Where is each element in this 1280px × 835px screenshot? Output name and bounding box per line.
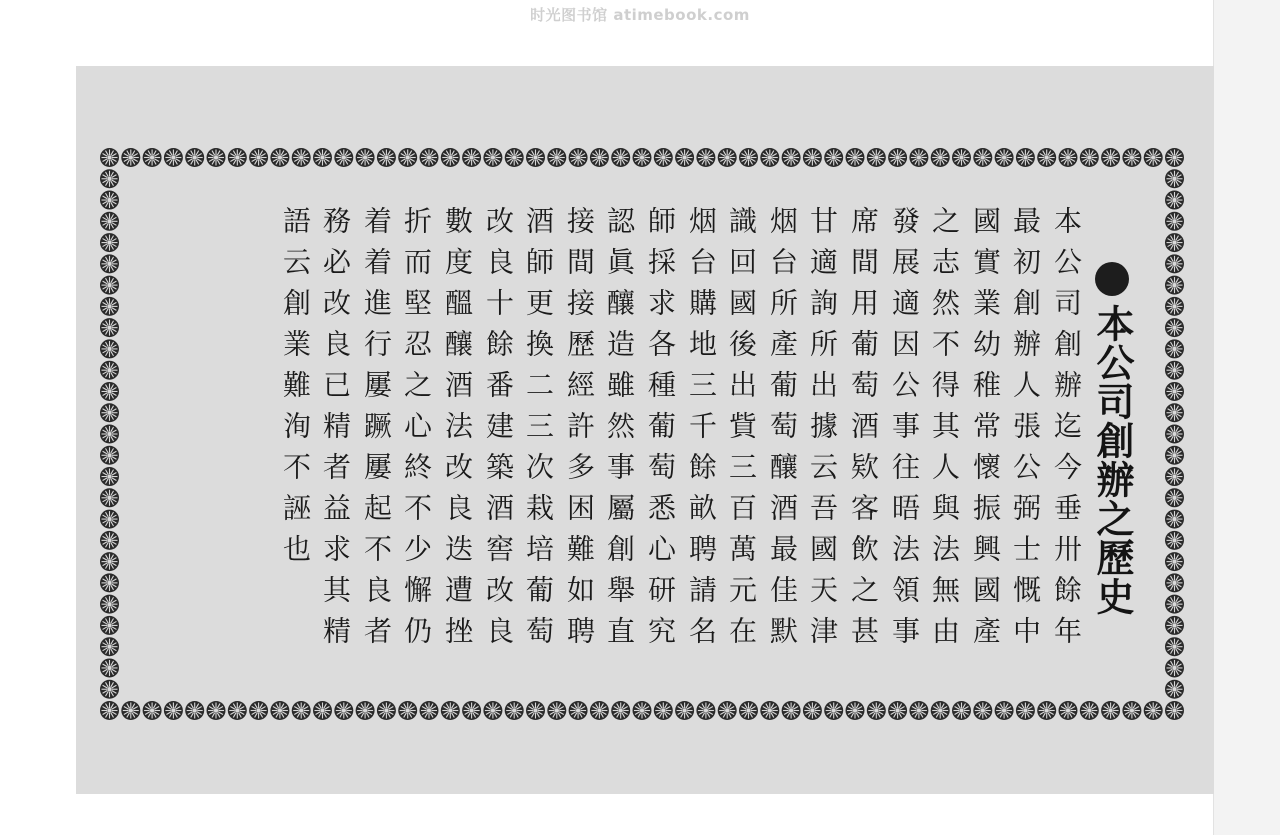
- flower-ornament: [100, 488, 119, 507]
- flower-ornament: [633, 701, 652, 720]
- flower-ornament: [611, 701, 630, 720]
- flower-ornament: [1037, 701, 1056, 720]
- text-column: 改良十餘番建築酒窖改良: [482, 206, 515, 657]
- flower-ornament: [1165, 318, 1184, 337]
- text-column: 甘適詢所出據云吾國天津: [806, 206, 839, 657]
- flower-ornament: [590, 701, 609, 720]
- flower-ornament: [398, 148, 417, 167]
- heading-title: 本公司創辦之歷史: [1090, 304, 1135, 616]
- flower-ornament: [207, 148, 226, 167]
- flower-ornament: [100, 403, 119, 422]
- text-column: 數度醞釀酒法改良迭遭挫: [441, 206, 474, 657]
- flower-ornament: [739, 701, 758, 720]
- flower-ornament: [1165, 191, 1184, 210]
- flower-ornament: [398, 701, 417, 720]
- text-column: 發展適因公事往晤法領事: [888, 206, 921, 657]
- text-column: 務必改良已精者益求其精: [319, 206, 352, 657]
- flower-ornament: [547, 701, 566, 720]
- flower-ornament: [846, 148, 865, 167]
- flower-ornament: [1165, 573, 1184, 592]
- flower-ornament: [228, 148, 247, 167]
- flower-ornament: [846, 701, 865, 720]
- text-column: 語云創業難洵不誣也: [279, 206, 312, 575]
- flower-ornament: [633, 148, 652, 167]
- flower-ornament: [1080, 701, 1099, 720]
- flower-ornament: [483, 148, 502, 167]
- flower-ornament: [867, 701, 886, 720]
- flower-ornament: [1165, 680, 1184, 699]
- flower-ornament: [185, 701, 204, 720]
- flower-ornament: [611, 148, 630, 167]
- flower-ornament: [973, 148, 992, 167]
- flower-ornament: [1144, 148, 1163, 167]
- flower-ornament: [718, 148, 737, 167]
- flower-ornament: [675, 148, 694, 167]
- flower-ornament: [1165, 297, 1184, 316]
- flower-ornament: [143, 701, 162, 720]
- flower-ornament: [292, 701, 311, 720]
- flower-ornament: [100, 361, 119, 380]
- flower-ornament: [1059, 701, 1078, 720]
- flower-ornament: [164, 701, 183, 720]
- flower-ornament: [824, 701, 843, 720]
- flower-ornament: [207, 701, 226, 720]
- flower-ornament: [377, 148, 396, 167]
- flower-ornament: [1165, 169, 1184, 188]
- flower-ornament: [100, 276, 119, 295]
- flower-ornament: [483, 701, 502, 720]
- text-column: 烟台所產葡萄釀酒最佳默: [766, 206, 799, 657]
- flower-ornament: [100, 658, 119, 677]
- flower-ornament: [1165, 254, 1184, 273]
- flower-ornament: [1165, 339, 1184, 358]
- flower-ornament: [100, 425, 119, 444]
- flower-ornament: [1165, 276, 1184, 295]
- watermark: 时光图书馆 atimebook.com: [530, 6, 750, 24]
- text-column: 最初創辦人張公弼士慨中: [1009, 206, 1042, 657]
- text-column: 烟台購地三千餘畝聘請名: [685, 206, 718, 657]
- flower-ornament: [505, 148, 524, 167]
- page-edge: [1213, 0, 1280, 835]
- flower-ornament: [867, 148, 886, 167]
- flower-ornament: [803, 148, 822, 167]
- flower-ornament: [1165, 595, 1184, 614]
- flower-ornament: [760, 701, 779, 720]
- flower-ornament: [654, 701, 673, 720]
- flower-ornament: [505, 701, 524, 720]
- flower-ornament: [1165, 425, 1184, 444]
- flower-ornament: [1165, 212, 1184, 231]
- flower-ornament: [995, 701, 1014, 720]
- flower-ornament: [100, 233, 119, 252]
- flower-ornament: [782, 148, 801, 167]
- flower-ornament: [1059, 148, 1078, 167]
- flower-ornament: [931, 701, 950, 720]
- text-column: 認眞釀造雖然事屬創舉直: [603, 206, 636, 657]
- flower-ornament: [100, 212, 119, 231]
- flower-ornament: [654, 148, 673, 167]
- flower-ornament: [334, 701, 353, 720]
- text-column: 酒師更換二三次栽培葡萄: [522, 206, 555, 657]
- flower-ornament: [100, 148, 119, 167]
- flower-ornament: [1122, 148, 1141, 167]
- flower-ornament: [441, 701, 460, 720]
- flower-ornament: [782, 701, 801, 720]
- flower-ornament: [100, 595, 119, 614]
- flower-ornament: [143, 148, 162, 167]
- heading: [1088, 262, 1136, 616]
- flower-ornament: [377, 701, 396, 720]
- flower-ornament: [1165, 488, 1184, 507]
- flower-ornament: [931, 148, 950, 167]
- flower-ornament: [1165, 446, 1184, 465]
- text-column: 着着進行屢蹶屢起不良者: [360, 206, 393, 657]
- flower-ornament: [313, 701, 332, 720]
- flower-ornament: [462, 701, 481, 720]
- flower-ornament: [100, 318, 119, 337]
- flower-ornament: [995, 148, 1014, 167]
- flower-ornament: [1080, 148, 1099, 167]
- flower-ornament: [1165, 467, 1184, 486]
- flower-ornament: [824, 148, 843, 167]
- flower-ornament: [420, 701, 439, 720]
- flower-ornament: [164, 148, 183, 167]
- flower-ornament: [121, 148, 140, 167]
- flower-ornament: [973, 701, 992, 720]
- flower-ornament: [100, 191, 119, 210]
- flower-ornament: [100, 701, 119, 720]
- flower-ornament: [675, 701, 694, 720]
- flower-ornament: [1165, 233, 1184, 252]
- text-column: 之志然不得其人與法無由: [928, 206, 961, 657]
- flower-ornament: [718, 701, 737, 720]
- flower-ornament: [739, 148, 758, 167]
- flower-ornament: [526, 701, 545, 720]
- flower-ornament: [569, 701, 588, 720]
- flower-ornament: [121, 701, 140, 720]
- flower-ornament: [1101, 148, 1120, 167]
- flower-ornament: [1165, 510, 1184, 529]
- flower-ornament: [1101, 701, 1120, 720]
- flower-ornament: [462, 148, 481, 167]
- flower-ornament: [569, 148, 588, 167]
- flower-ornament: [249, 148, 268, 167]
- flower-ornament: [185, 148, 204, 167]
- flower-ornament: [356, 148, 375, 167]
- flower-ornament: [888, 701, 907, 720]
- flower-ornament: [356, 701, 375, 720]
- flower-ornament: [100, 680, 119, 699]
- flower-ornament: [100, 382, 119, 401]
- flower-ornament: [270, 701, 289, 720]
- flower-ornament: [100, 467, 119, 486]
- flower-ornament: [547, 148, 566, 167]
- flower-ornament: [952, 701, 971, 720]
- flower-ornament: [1165, 616, 1184, 635]
- flower-ornament: [526, 148, 545, 167]
- flower-ornament: [760, 148, 779, 167]
- flower-ornament: [1165, 361, 1184, 380]
- text-column: 識回國後出貲三百萬元在: [725, 206, 758, 657]
- flower-ornament: [100, 446, 119, 465]
- flower-ornament: [100, 637, 119, 656]
- text-column: 師採求各種葡萄悉心研究: [644, 206, 677, 657]
- text-column: 國實業幼稚常懷振興國產: [969, 206, 1002, 657]
- flower-ornament: [909, 148, 928, 167]
- flower-ornament: [100, 573, 119, 592]
- flower-ornament: [313, 148, 332, 167]
- flower-ornament: [909, 701, 928, 720]
- flower-ornament: [228, 701, 247, 720]
- flower-ornament: [1165, 637, 1184, 656]
- flower-ornament: [590, 148, 609, 167]
- flower-ornament: [441, 148, 460, 167]
- flower-ornament: [100, 339, 119, 358]
- flower-ornament: [100, 552, 119, 571]
- flower-ornament: [100, 531, 119, 550]
- flower-ornament: [100, 169, 119, 188]
- flower-ornament: [1122, 701, 1141, 720]
- flower-ornament: [696, 701, 715, 720]
- text-column: 本公司創辦迄今垂卅餘年: [1050, 206, 1083, 657]
- flower-ornament: [1144, 701, 1163, 720]
- flower-ornament: [292, 148, 311, 167]
- flower-ornament: [803, 701, 822, 720]
- text-column: 席間用葡萄酒欵客飲之甚: [847, 206, 880, 657]
- flower-ornament: [1016, 701, 1035, 720]
- flower-ornament: [1165, 658, 1184, 677]
- flower-ornament: [100, 510, 119, 529]
- flower-ornament: [100, 297, 119, 316]
- flower-ornament: [1165, 382, 1184, 401]
- flower-ornament: [1165, 531, 1184, 550]
- flower-ornament: [100, 254, 119, 273]
- flower-ornament: [100, 616, 119, 635]
- bullet-dot: [1095, 262, 1129, 296]
- flower-ornament: [334, 148, 353, 167]
- flower-ornament: [1037, 148, 1056, 167]
- flower-ornament: [1165, 552, 1184, 571]
- flower-ornament: [696, 148, 715, 167]
- flower-ornament: [888, 148, 907, 167]
- flower-ornament: [249, 701, 268, 720]
- flower-ornament: [420, 148, 439, 167]
- flower-ornament: [1165, 403, 1184, 422]
- flower-ornament: [1016, 148, 1035, 167]
- flower-ornament: [270, 148, 289, 167]
- flower-ornament: [1165, 148, 1184, 167]
- flower-ornament: [952, 148, 971, 167]
- flower-ornament: [1165, 701, 1184, 720]
- text-column: 折而堅忍之心終不少懈仍: [400, 206, 433, 657]
- text-column: 接間接歷經許多困難如聘: [563, 206, 596, 657]
